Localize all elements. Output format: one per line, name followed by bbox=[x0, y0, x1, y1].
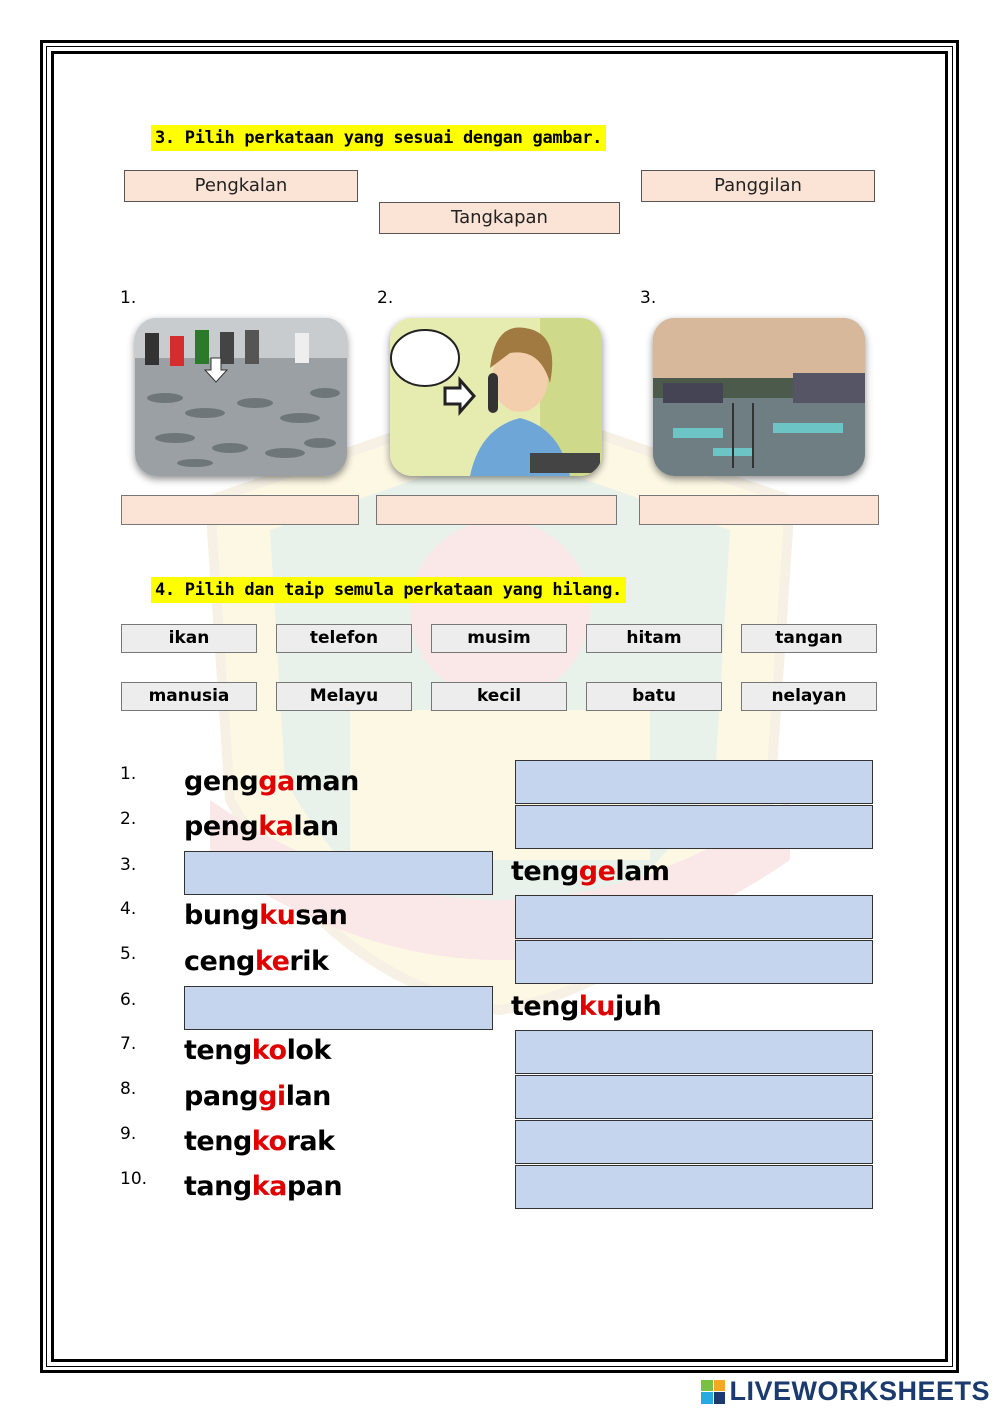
option-panggilan[interactable]: Panggilan bbox=[641, 170, 875, 202]
phone-call-image bbox=[390, 318, 602, 476]
row-word: tengkujuh bbox=[511, 991, 662, 1022]
picture-number-3: 3. bbox=[640, 288, 657, 308]
answer-input-8[interactable] bbox=[515, 1075, 873, 1119]
section-3-heading: 3. Pilih perkataan yang sesuai dengan gambar. bbox=[151, 125, 606, 151]
answer-input-6[interactable] bbox=[184, 986, 493, 1030]
row-word: tengkolok bbox=[184, 1035, 331, 1066]
brand-text: LIVEWORKSHEETS bbox=[729, 1376, 990, 1406]
row-word: genggaman bbox=[184, 766, 359, 797]
word-bank-musim: musim bbox=[431, 624, 567, 653]
answer-box-1[interactable] bbox=[121, 495, 359, 525]
row-word: cengkerik bbox=[184, 946, 329, 977]
word-bank-nelayan: nelayan bbox=[741, 682, 877, 711]
row-word: pengkalan bbox=[184, 811, 339, 842]
answer-box-3[interactable] bbox=[639, 495, 879, 525]
liveworksheets-logo-icon bbox=[701, 1380, 725, 1404]
row-number: 1. bbox=[120, 764, 137, 784]
jetty-image bbox=[653, 318, 865, 476]
row-number: 9. bbox=[120, 1124, 137, 1144]
row-word: tenggelam bbox=[511, 856, 670, 887]
answer-box-2[interactable] bbox=[376, 495, 617, 525]
row-number: 5. bbox=[120, 944, 137, 964]
answer-input-10[interactable] bbox=[515, 1165, 873, 1209]
row-word: bungkusan bbox=[184, 900, 348, 931]
row-word: panggilan bbox=[184, 1081, 331, 1112]
answer-input-4[interactable] bbox=[515, 895, 873, 939]
liveworksheets-brand bbox=[701, 1376, 990, 1407]
picture-number-1: 1. bbox=[120, 288, 137, 308]
word-bank-telefon: telefon bbox=[276, 624, 412, 653]
word-bank-tangan: tangan bbox=[741, 624, 877, 653]
answer-input-1[interactable] bbox=[515, 760, 873, 804]
answer-input-5[interactable] bbox=[515, 940, 873, 984]
row-number: 7. bbox=[120, 1034, 137, 1054]
answer-input-3[interactable] bbox=[184, 851, 493, 895]
answer-input-9[interactable] bbox=[515, 1120, 873, 1164]
answer-input-7[interactable] bbox=[515, 1030, 873, 1074]
row-number: 2. bbox=[120, 809, 137, 829]
row-number: 6. bbox=[120, 990, 137, 1010]
section-4-heading: 4. Pilih dan taip semula perkataan yang hilang. bbox=[151, 577, 626, 603]
row-word: tangkapan bbox=[184, 1171, 343, 1202]
word-bank-melayu: Melayu bbox=[276, 682, 412, 711]
word-bank-kecil: kecil bbox=[431, 682, 567, 711]
fish-catch-image bbox=[135, 318, 347, 476]
word-bank-manusia: manusia bbox=[121, 682, 257, 711]
row-number: 10. bbox=[120, 1169, 148, 1189]
row-word: tengkorak bbox=[184, 1126, 335, 1157]
answer-input-2[interactable] bbox=[515, 805, 873, 849]
word-bank-ikan: ikan bbox=[121, 624, 257, 653]
picture-number-2: 2. bbox=[377, 288, 394, 308]
row-number: 8. bbox=[120, 1079, 137, 1099]
row-number: 4. bbox=[120, 899, 137, 919]
option-pengkalan[interactable]: Pengkalan bbox=[124, 170, 358, 202]
option-tangkapan[interactable]: Tangkapan bbox=[379, 202, 620, 234]
row-number: 3. bbox=[120, 855, 137, 875]
word-bank-hitam: hitam bbox=[586, 624, 722, 653]
word-bank-batu: batu bbox=[586, 682, 722, 711]
